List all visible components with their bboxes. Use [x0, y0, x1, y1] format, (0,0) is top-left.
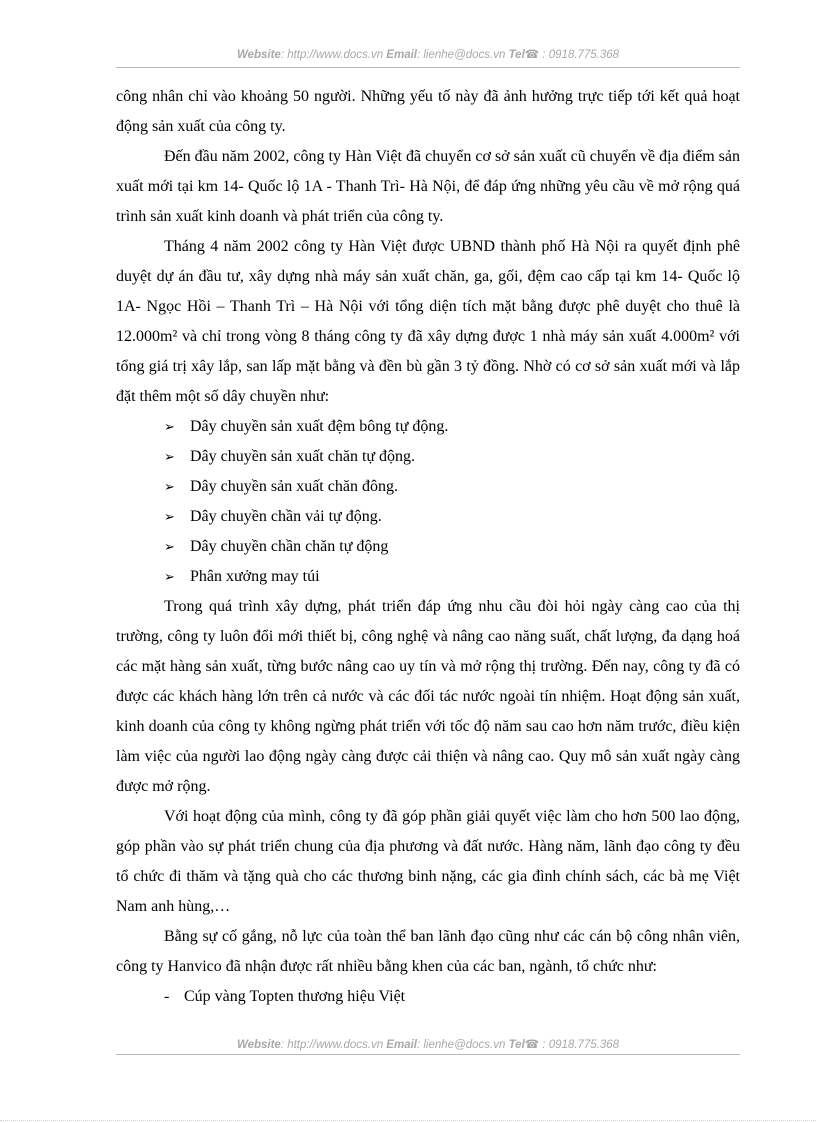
- footer-website-value: : http://www.docs.vn: [280, 1039, 384, 1051]
- arrow-bullet-icon: ➢: [164, 449, 175, 464]
- arrow-bullet-icon: ➢: [164, 419, 175, 434]
- paragraph-4: Trong quá trình xây dựng, phát triển đáp ứng nhu cầu đòi hỏi ngày càng cao của thị trường, công ty luôn đổi mới thiết bị, công nghệ và nâng cao năng suất, chất lượng, đa dạng hoá các mặt hàng sản xuất, từng bước nâng cao uy tín và mở rộng thị trường. Đến nay, công ty đã có được các khách hàng lớn trên cả nước và các đối tác nước ngoài tín nhiệm. Hoạt động sản xuất, kinh doanh của công ty không ngừng phát triển với tốc độ năm sau cao hơn năm trước, điều kiện làm việc của người lao động ngày càng được cải thiện và nâng cao. Quy mô sản xuất ngày càng được mở rộng.: [116, 598, 740, 795]
- arrow-bullet-icon: ➢: [164, 539, 175, 554]
- header-email-label: Email: [386, 49, 417, 61]
- page-break-line: [0, 1120, 816, 1121]
- dash-bullet: -: [164, 988, 170, 1005]
- document-body: [116, 82, 740, 1012]
- paragraph-5: Với hoạt động của mình, công ty đã góp phần giải quyết việc làm cho hơn 500 lao động, góp phần vào sự phát triển chung của địa phương và đất nước. Hàng năm, lãnh đạo công ty đều tổ chức đi thăm và tặng quà cho các thương binh nặng, các gia đình chính sách, các bà mẹ Việt Nam anh hùng,…: [116, 808, 740, 915]
- arrow-bullet-icon: ➢: [164, 479, 175, 494]
- arrow-bullet-icon: ➢: [164, 569, 175, 584]
- footer-tel-value: ☎ : 0918.775.368: [524, 1039, 620, 1051]
- list-item: ➢ Dây chuyền sản xuất đệm bông tự động.: [116, 412, 740, 442]
- footer-tel-label: Tel: [508, 1039, 525, 1051]
- footer-email-value: : lienhe@docs.vn: [416, 1039, 506, 1051]
- production-lines-list: [116, 412, 740, 592]
- header-tel-value: ☎ : 0918.775.368: [524, 49, 620, 61]
- header-website-label: Website: [236, 49, 281, 61]
- paragraph-2: Đến đầu năm 2002, công ty Hàn Việt đã chuyển cơ sở sản xuất cũ chuyển về địa điểm sản xuất mới tại km 14- Quốc lộ 1A - Thanh Trì- Hà Nội, để đáp ứng những yêu cầu về mở rộng quá trình sản xuất kinh doanh và phát triển của công ty.: [116, 148, 740, 225]
- list-item: ➢ Dây chuyền chần chăn tự động: [116, 532, 740, 562]
- list-item: ➢ Dây chuyền sản xuất chăn đông.: [116, 472, 740, 502]
- page-header: [116, 47, 740, 61]
- awards-list: [116, 982, 740, 1012]
- footer-divider: [116, 1054, 740, 1055]
- paragraph-3: Tháng 4 năm 2002 công ty Hàn Việt được UBND thành phố Hà Nội ra quyết định phê duyệt dự án đầu tư, xây dựng nhà máy sản xuất chăn, ga, gối, đệm cao cấp tại km 14- Quốc lộ 1A- Ngọc Hồi – Thanh Trì – Hà Nội với tổng diện tích mặt bằng được phê duyệt cho thuê là 12.000m² và chỉ trong vòng 8 tháng công ty đã xây dựng được 1 nhà máy sản xuất 4.000m² với tổng giá trị xây lắp, san lấp mặt bằng và đền bù gần 3 tỷ đồng. Nhờ có cơ sở sản xuất mới và lắp đặt thêm một số dây chuyền như:: [116, 238, 740, 405]
- header-tel-label: Tel: [508, 49, 525, 61]
- footer-website-label: Website: [236, 1039, 281, 1051]
- list-item: ➢ Phân xưởng may túi: [116, 562, 740, 592]
- header-email-value: : lienhe@docs.vn: [416, 49, 506, 61]
- paragraph-6: Bằng sự cố gắng, nỗ lực của toàn thể ban lãnh đạo cũng như các cán bộ công nhân viên, công ty Hanvico đã nhận được rất nhiều bằng khen của các ban, ngành, tổ chức như:: [116, 928, 740, 975]
- list-item: ➢ Dây chuyền chần vải tự động.: [116, 502, 740, 532]
- page-footer: [116, 1037, 740, 1051]
- footer-email-label: Email: [386, 1039, 417, 1051]
- header-divider: [116, 67, 740, 68]
- arrow-bullet-icon: ➢: [164, 509, 175, 524]
- list-item: ➢ Dây chuyền sản xuất chăn tự động.: [116, 442, 740, 472]
- paragraph-1: công nhân chỉ vào khoảng 50 người. Những yếu tố này đã ảnh hưởng trực tiếp tới kết quả hoạt động sản xuất của công ty.: [116, 88, 740, 135]
- header-website-value: : http://www.docs.vn: [280, 49, 384, 61]
- list-item: - Cúp vàng Topten thương hiệu Việt: [116, 982, 740, 1012]
